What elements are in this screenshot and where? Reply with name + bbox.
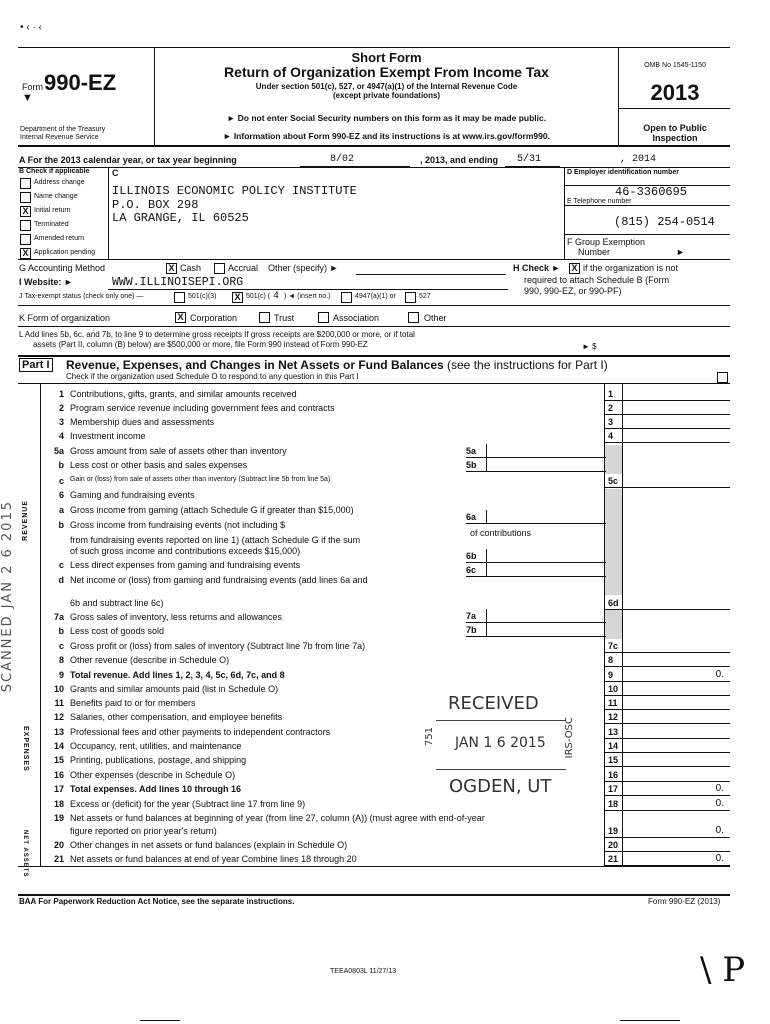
stamp-received: RECEIVED: [448, 693, 539, 714]
row-line-number: 2: [608, 403, 614, 413]
inner-rule: [466, 562, 606, 563]
row-line-number: 4: [608, 431, 614, 441]
inner-rule: [486, 458, 487, 471]
form-word: Form: [22, 82, 43, 92]
inner-rule: [466, 457, 606, 458]
inner-rule: [486, 444, 487, 457]
part1-title: [66, 358, 608, 372]
dept-treasury: Department of the Treasury: [20, 126, 106, 133]
scan-marks: • ‹ · ‹: [20, 22, 42, 33]
line-l-text-2: assets (Part II, column (B) below) are $500,000 or more, file Form 990 instead of Form 990-EZ: [33, 340, 368, 349]
row-line-number: 12: [608, 712, 619, 722]
accrual-label: Accrual: [228, 263, 259, 273]
gross-receipts-dollar: ► $: [582, 342, 597, 351]
form-subtitle-1: Under section 501(c), 527, or 4947(a)(1) of the Internal Revenue Code: [255, 82, 518, 91]
row-rule: [604, 723, 730, 724]
row-number: 4: [58, 431, 64, 441]
row-line-number: 3: [608, 417, 614, 427]
row-number: b: [58, 626, 64, 636]
row-number: 6: [58, 490, 64, 500]
row-number: b: [58, 460, 64, 470]
row-description: Program service revenue including government fees and contracts: [70, 403, 335, 413]
org-address-1: P.O. BOX 298: [112, 198, 199, 212]
other-method-label: Other (specify) ►: [268, 263, 339, 273]
part1-schedule-o-text: Check if the organization used Schedule O to respond to any question in this Part I: [66, 372, 359, 381]
inner-line-label: 7a: [466, 611, 477, 621]
website-label: I Website: ►: [19, 277, 73, 287]
irs: Internal Revenue Service: [20, 134, 99, 141]
row-description: Other revenue (describe in Schedule O): [70, 655, 230, 665]
group-exemption-number-label: Number: [578, 247, 611, 257]
row-rule: [604, 795, 730, 796]
row-rule: [604, 766, 730, 767]
form-mark: ▼: [22, 92, 33, 104]
line-h-text-2: required to attach Schedule B (Form: [524, 275, 670, 285]
checkbox-other-org[interactable]: [408, 312, 419, 323]
tax-year-begin: 8/02: [330, 154, 355, 165]
checkbox-address-change[interactable]: [20, 178, 31, 189]
row-line-number: 13: [608, 727, 619, 737]
row-description: Net assets or fund balances at end of year Combine lines 18 through 20: [70, 854, 357, 864]
inner-line-label: of contributions: [470, 528, 532, 538]
line-h-label: [513, 263, 560, 273]
checkbox-corporation[interactable]: X: [175, 312, 186, 323]
label-address-change: Address change: [34, 179, 85, 186]
row-number: 10: [53, 684, 64, 694]
row-line-number: 17: [608, 784, 619, 794]
org-name: ILLINOIS ECONOMIC POLICY INSTITUTE: [112, 184, 357, 198]
row-number: 8: [58, 655, 64, 665]
row-description: of such gross income and contributions exceeds $15,000): [70, 546, 301, 556]
checkbox-accrual[interactable]: [214, 263, 225, 274]
row-line-number: 1: [608, 389, 614, 399]
phone-value: (815) 254-0514: [614, 215, 715, 229]
insert-no-label: ) ◄ (insert no.): [284, 293, 331, 300]
row-rule: [604, 709, 730, 710]
stamp-city: OGDEN, UT: [449, 776, 552, 797]
row-number: c: [58, 476, 64, 486]
row-description: Contributions, gifts, grants, and similar amounts received: [70, 389, 297, 399]
row-description: figure reported on prior year's return): [70, 826, 217, 836]
inner-rule: [466, 471, 606, 472]
row-description: Investment income: [70, 431, 146, 441]
line-h-text-1: if the organization is not: [583, 263, 679, 273]
inner-rule: [486, 510, 487, 523]
line-l-text-1: L Add lines 5b, 6c, and 7b, to line 9 to determine gross receipts If gross receipts are $200,000 or more, or if total: [19, 330, 415, 339]
inner-line-label: 6c: [466, 565, 477, 575]
row-rule: [604, 752, 730, 753]
row-number: 20: [53, 840, 64, 850]
form-number: 990-EZ: [44, 70, 117, 95]
form-subtitle-2: (except private foundations): [332, 91, 441, 100]
short-form-label: Short Form: [351, 50, 422, 65]
form-title: Return of Organization Exempt From Income Tax: [224, 64, 549, 80]
row-number: d: [58, 575, 64, 585]
checkbox-initial-return[interactable]: X: [20, 206, 31, 217]
row-rule: [604, 652, 730, 653]
row-rule: [604, 609, 730, 610]
inner-line-label: 5a: [466, 446, 477, 456]
row-description: Less cost or other basis and sales expenses: [70, 460, 248, 470]
row-description: Net assets or fund balances at beginning of year (from line 27, column (A)) (must agree with end-of-year: [70, 813, 485, 823]
line-h-text-3: 990, 990-EZ, or 990-PF): [524, 286, 622, 296]
label-501c: 501(c) (: [246, 293, 271, 300]
row-description: Gross amount from sale of assets other than inventory: [70, 446, 287, 456]
row-rule: [604, 442, 730, 443]
row-description: Gross sales of inventory, less returns and allowances: [70, 612, 282, 622]
row-description: Professional fees and other payments to independent contractors: [70, 727, 331, 737]
shaded-cell: [605, 489, 622, 595]
row-rule: [604, 695, 730, 696]
checkbox-name-change[interactable]: [20, 192, 31, 203]
row-amount[interactable]: 0.: [715, 783, 724, 794]
part1-title-main: Revenue, Expenses, and Changes in Net Assets or Fund Balances: [66, 358, 444, 372]
row-number: 7a: [53, 612, 64, 622]
row-number: 14: [53, 741, 64, 751]
row-description: Total expenses. Add lines 10 through 16: [70, 784, 242, 794]
inspection: Inspection: [652, 133, 698, 143]
part1-bottom-rule: [18, 866, 730, 867]
row-amount[interactable]: 0.: [715, 798, 724, 809]
row-description: Less direct expenses from gaming and fundraising events: [70, 560, 301, 570]
row-description: Membership dues and assessments: [70, 417, 215, 427]
row-number: 15: [53, 755, 64, 765]
checkbox-terminated[interactable]: [20, 220, 31, 231]
inner-line-label: 6b: [466, 551, 477, 561]
row-line-number: 9: [608, 670, 614, 680]
row-rule: [604, 781, 730, 782]
row-description: Gross income from fundraising events (not including $: [70, 520, 286, 530]
row-description: Less cost of goods sold: [70, 626, 165, 636]
row-description: Gross profit or (loss) from sales of inventory (Subtract line 7b from line 7a): [70, 641, 366, 651]
stamp-date: JAN 1 6 2015: [455, 735, 546, 751]
label-527: 527: [419, 293, 431, 300]
row-description: Printing, publications, postage, and shipping: [70, 755, 247, 765]
side-column-rule: [40, 383, 41, 866]
row-line-number: 18: [608, 799, 619, 809]
footer-code: TEEA0803L 11/27/13: [330, 968, 397, 975]
arrow-icon: ►: [676, 247, 685, 257]
row-rule: [604, 810, 730, 811]
row-line-number: 5c: [608, 476, 619, 486]
stamp-box: [436, 720, 566, 770]
label-trust: Trust: [274, 313, 295, 323]
row-description: Total revenue. Add lines 1, 2, 3, 4, 5c, 6d, 7c, and 8: [70, 670, 285, 680]
label-initial-return: Initial return: [34, 207, 71, 214]
form-of-org-label: K Form of organization: [19, 313, 111, 323]
row-number: 11: [54, 698, 64, 708]
shaded-cell: [605, 610, 622, 639]
group-exemption-label: F Group Exemption: [567, 237, 646, 247]
row-description: Benefits paid to or for members: [70, 698, 196, 708]
inner-line-label: 5b: [466, 460, 477, 470]
section-c-label: C: [112, 168, 119, 178]
cash-label: Cash: [180, 263, 202, 273]
row-number: 1: [58, 389, 64, 399]
row-number: b: [58, 520, 64, 530]
row-line-number: 14: [608, 741, 619, 751]
accounting-method-label: G Accounting Method: [19, 263, 106, 273]
row-description: Gross income from gaming (attach Schedule G if greater than $15,000): [70, 505, 354, 515]
row-description: Salaries, other compensation, and employee benefits: [70, 712, 283, 722]
checkbox-amended-return[interactable]: [20, 234, 31, 245]
line-a-ending-label: , 2013, and ending: [420, 155, 499, 165]
tax-year-end: 5/31: [517, 154, 542, 165]
row-number: 3: [58, 417, 64, 427]
row-rule: [604, 414, 730, 415]
checkbox-501c[interactable]: X: [232, 292, 243, 303]
row-description: Occupancy, rent, utilities, and maintenance: [70, 741, 242, 751]
inner-line-label: 6a: [466, 512, 477, 522]
org-address-2: LA GRANGE, IL 60525: [112, 211, 249, 225]
inner-rule: [486, 623, 487, 636]
inner-rule: [486, 549, 487, 562]
scanned-stamp: SCANNED JAN 2 6 2015: [0, 500, 15, 693]
label-application-pending: Application pending: [34, 249, 96, 256]
row-description: Other changes in net assets or fund balances (explain in Schedule O): [70, 840, 348, 850]
row-line-number: 6d: [608, 598, 619, 608]
row-line-number: 11: [608, 698, 618, 708]
stamp-left-code: 751: [424, 727, 435, 747]
website-value: WWW.ILLINOISEPI.ORG: [112, 276, 244, 289]
row-rule: [604, 666, 730, 667]
shaded-cell: [605, 445, 622, 474]
inner-rule: [466, 622, 606, 623]
row-amount[interactable]: 0.: [715, 853, 724, 864]
side-label-revenue: REVENUE: [22, 500, 29, 541]
handwritten-page-mark: \ P: [700, 950, 746, 990]
part1-title-suffix: (see the instructions for Part I): [447, 358, 608, 372]
row-number: 21: [53, 854, 64, 864]
row-line-number: 8: [608, 655, 614, 665]
row-number: 16: [53, 770, 64, 780]
row-description: Grants and similar amounts paid (list in Schedule O): [70, 684, 279, 694]
row-number: c: [58, 641, 64, 651]
row-line-number: 7c: [608, 641, 619, 651]
row-rule: [604, 851, 730, 852]
row-number: 18: [53, 799, 64, 809]
row-description: Net income or (loss) from gaming and fundraising events (add lines 6a and: [70, 575, 368, 585]
footer-baa: BAA For Paperwork Reduction Act Notice, see the separate instructions.: [19, 897, 295, 906]
inner-rule: [466, 523, 606, 524]
stamp-right-code: IRS-OSC: [564, 717, 575, 759]
label-501c3: 501(c)(3): [188, 293, 217, 300]
row-line-number: 20: [608, 840, 619, 850]
row-rule: [604, 681, 730, 682]
ssn-notice: ► Do not enter Social Security numbers on this form as it may be made public.: [226, 113, 547, 123]
checkbox-trust[interactable]: [259, 312, 270, 323]
row-line-number: 21: [608, 854, 619, 864]
inner-rule: [486, 609, 487, 622]
ein-label: D Employer identification number: [567, 169, 680, 176]
checkbox-527[interactable]: [405, 292, 416, 303]
row-number: 9: [58, 670, 64, 680]
section-b-title: B Check if applicable: [19, 168, 90, 175]
tax-exempt-status-label: J Tax-exempt status (check only one) —: [19, 293, 144, 300]
checkbox-4947[interactable]: [341, 292, 352, 303]
line-a-label: A For the 2013 calendar year, or tax year beginning: [19, 155, 237, 165]
row-number: 13: [53, 727, 64, 737]
row-rule: [604, 428, 730, 429]
row-description: Other expenses (describe in Schedule O): [70, 770, 236, 780]
row-number: c: [58, 560, 64, 570]
row-number: 19: [53, 813, 64, 823]
row-amount[interactable]: 0.: [715, 669, 724, 680]
501c-number: 4: [273, 291, 280, 302]
checkbox-schedule-b[interactable]: X: [569, 263, 580, 274]
row-description: Excess or (deficit) for the year (Subtract line 17 from line 9): [70, 799, 306, 809]
part1-label: Part I: [19, 358, 53, 372]
label-other-org: Other: [424, 313, 447, 323]
row-rule: [604, 837, 730, 838]
row-number: 17: [53, 784, 64, 794]
inner-rule: [486, 563, 487, 576]
tax-year-end-year: , 2014: [620, 154, 657, 165]
footer-form-id: Form 990-EZ (2013): [648, 897, 721, 906]
row-amount[interactable]: 0.: [715, 825, 724, 836]
row-number: a: [58, 505, 64, 515]
checkbox-association[interactable]: [318, 312, 329, 323]
label-4947: 4947(a)(1) or: [355, 293, 396, 300]
row-description: Gain or (loss) from sale of assets other than inventory (Subtract line 5b from line 5a): [70, 476, 331, 483]
row-description: from fundraising events reported on line 1) (attach Schedule G if the sum: [70, 535, 361, 545]
checkbox-part1-schedule-o[interactable]: [717, 372, 728, 383]
row-number: 12: [53, 712, 64, 722]
row-description: Gaming and fundraising events: [70, 490, 195, 500]
tax-year: 2013: [650, 80, 700, 105]
label-terminated: Terminated: [34, 221, 69, 228]
omb-number: OMB No 1545-1150: [644, 62, 706, 69]
open-public: Open to Public: [643, 123, 707, 133]
label-name-change: Name change: [34, 193, 78, 200]
row-line-number: 16: [608, 770, 619, 780]
checkbox-501c3[interactable]: [174, 292, 185, 303]
amount-column-rule: [622, 383, 623, 866]
row-number: 2: [58, 403, 64, 413]
inner-rule: [466, 576, 606, 577]
row-rule: [604, 400, 730, 401]
label-corporation: Corporation: [190, 313, 238, 323]
row-number: 5a: [53, 446, 64, 456]
row-rule: [604, 487, 730, 488]
label-association: Association: [333, 313, 380, 323]
label-amended-return: Amended return: [34, 235, 85, 242]
side-label-net-assets: NET ASSETS: [22, 830, 28, 878]
ein-value: 46-3360695: [615, 185, 688, 199]
line-h-check: H Check ►: [513, 263, 561, 273]
row-line-number: 10: [608, 684, 619, 694]
checkbox-cash[interactable]: X: [166, 263, 177, 274]
inner-rule: [466, 636, 606, 637]
info-notice: ► Information about Form 990-EZ and its instructions is at www.irs.gov/form990.: [223, 131, 550, 141]
row-rule: [604, 738, 730, 739]
checkbox-application-pending[interactable]: X: [20, 248, 31, 259]
inner-line-label: 7b: [466, 625, 477, 635]
side-label-expenses: EXPENSES: [22, 726, 29, 772]
row-line-number: 15: [608, 755, 619, 765]
row-description: 6b and subtract line 6c): [70, 598, 164, 608]
row-line-number: 19: [608, 826, 619, 836]
phone-label: E Telephone number: [567, 198, 632, 205]
